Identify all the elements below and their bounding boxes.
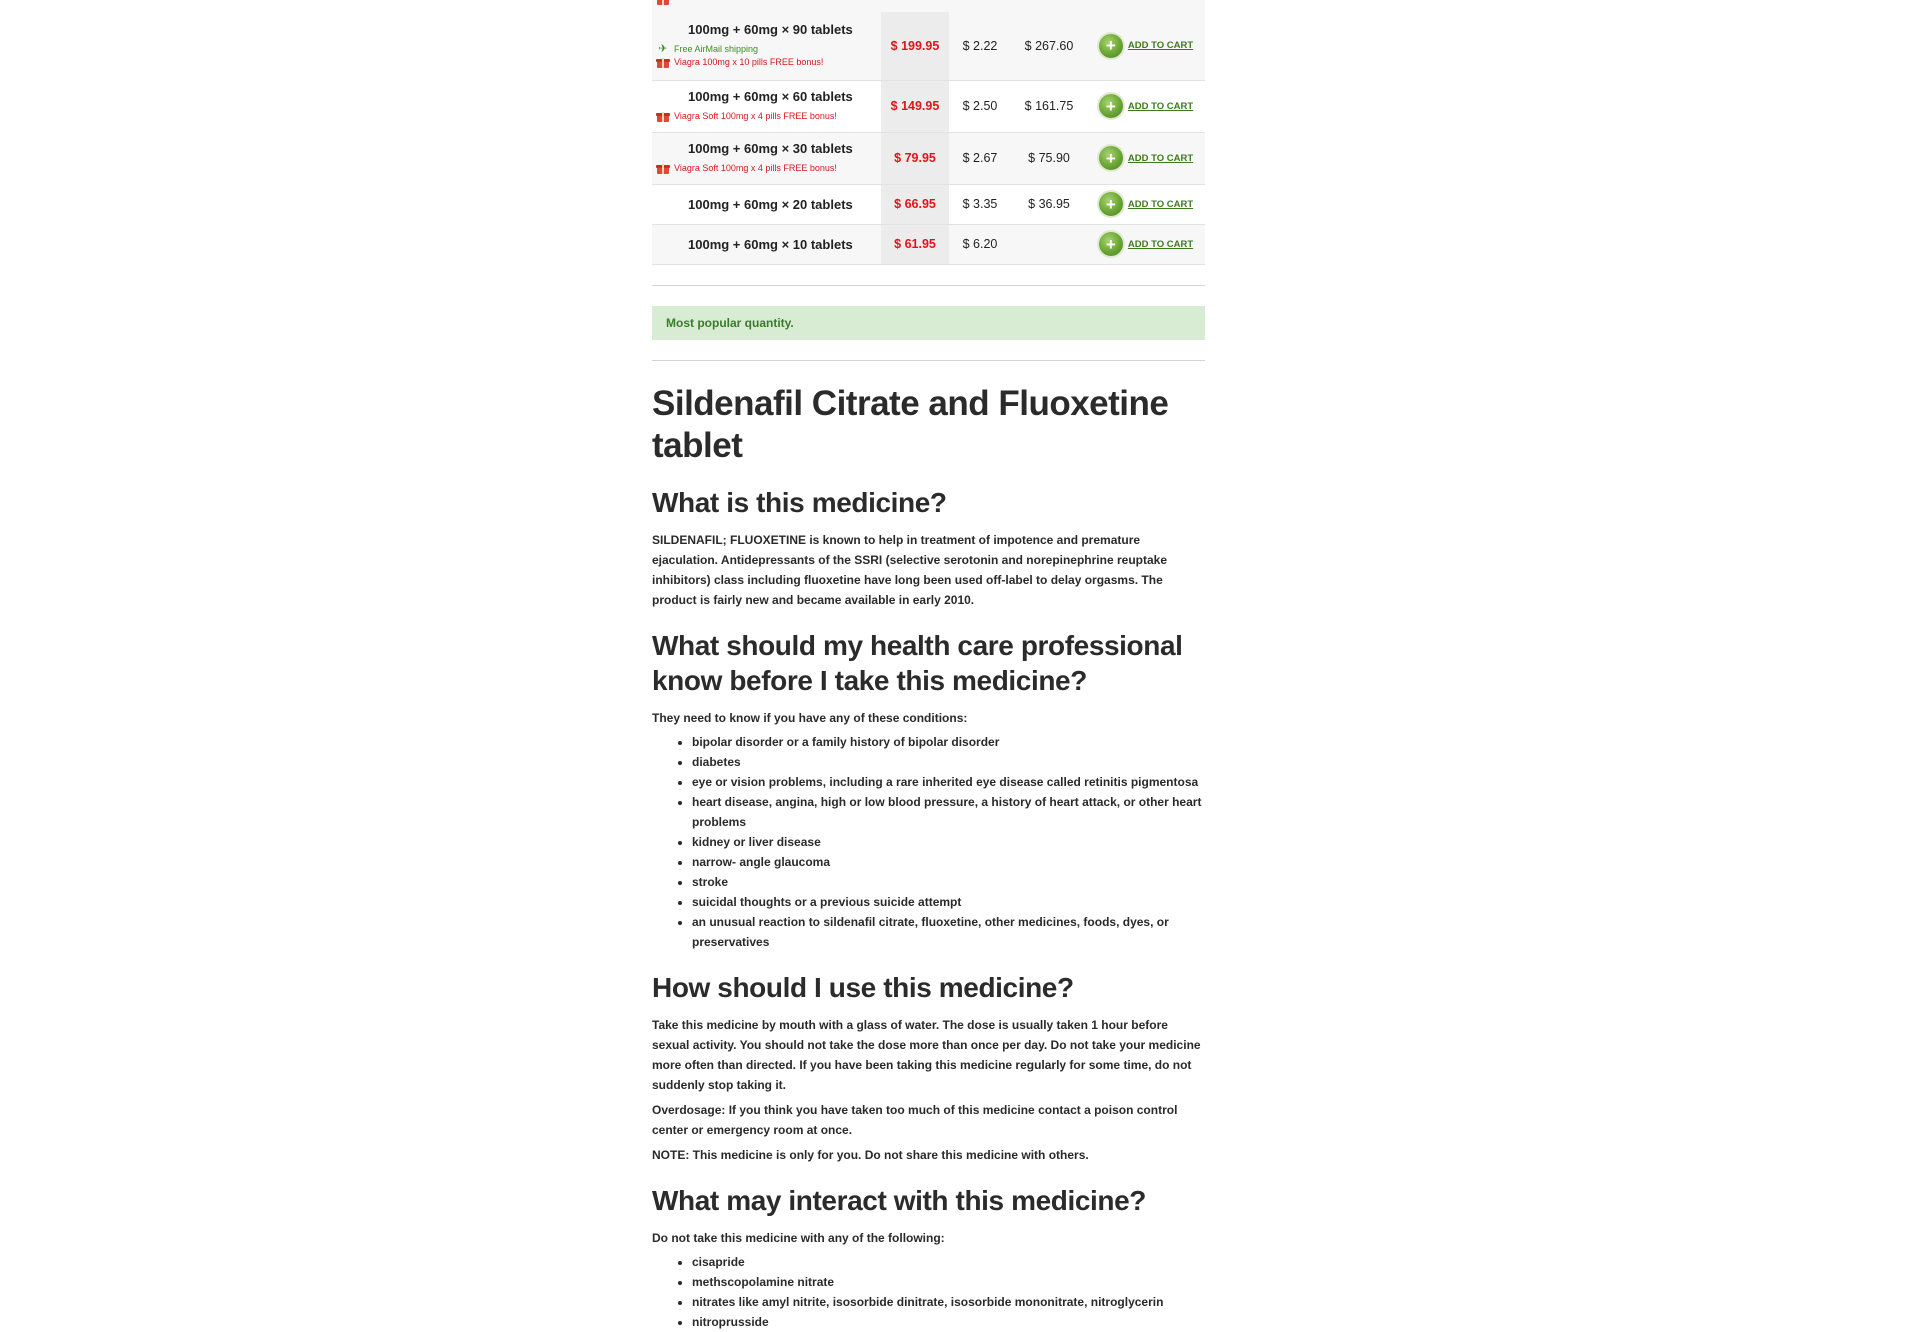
per-pill-cell: $ 6.20 bbox=[949, 224, 1011, 264]
gift-icon bbox=[656, 111, 670, 122]
price-cell: $ 66.95 bbox=[881, 184, 949, 224]
add-to-cart-label: ADD TO CART bbox=[1127, 152, 1194, 164]
per-pill-cell: $ 2.22 bbox=[949, 12, 1011, 80]
package-title: 100mg + 60mg × 90 tablets bbox=[688, 22, 853, 38]
package-cell bbox=[652, 224, 881, 264]
section-intro: They need to know if you have any of these conditions: bbox=[652, 710, 968, 725]
list-item: • cisapride bbox=[692, 1252, 1205, 1272]
list-item: • suicidal thoughts or a previous suicide attempt bbox=[692, 892, 1205, 912]
savings-cell: $ 36.95 bbox=[1011, 184, 1087, 224]
list-item: • heart disease, angina, high or low blood pressure, a history of heart attack, or other heart problems bbox=[692, 792, 1205, 832]
add-to-cart-button[interactable] bbox=[1099, 146, 1193, 170]
conditions-list bbox=[652, 732, 1205, 952]
table-row bbox=[652, 184, 1205, 224]
add-to-cart-button[interactable] bbox=[1099, 34, 1193, 58]
cart-cell bbox=[1087, 132, 1205, 184]
table-row bbox=[652, 224, 1205, 264]
popular-note: Most popular quantity. bbox=[652, 306, 1205, 340]
section-heading: What is this medicine? bbox=[652, 486, 947, 518]
list-item: • an unusual reaction to sildenafil citrate, fluoxetine, other medicines, foods, dyes, or preservatives bbox=[692, 912, 1205, 952]
cart-cell bbox=[1087, 80, 1205, 132]
add-to-cart-label: ADD TO CART bbox=[1127, 40, 1194, 52]
shipping-line bbox=[652, 43, 881, 56]
per-pill-cell: $ 2.50 bbox=[949, 80, 1011, 132]
article-title: Sildenafil Citrate and Fluoxetine tablet bbox=[652, 383, 1169, 465]
savings-cell: $ 267.60 bbox=[1011, 12, 1087, 80]
list-item: • eye or vision problems, including a rare inherited eye disease called retinitis pigmentosa bbox=[692, 772, 1205, 792]
airplane-icon: ✈ bbox=[658, 43, 668, 56]
savings-cell: $ 75.90 bbox=[1011, 132, 1087, 184]
package-cell bbox=[652, 80, 881, 132]
section-text: NOTE: This medicine is only for you. Do not share this medicine with others. bbox=[652, 1147, 1089, 1162]
divider bbox=[652, 285, 1205, 286]
package-cell bbox=[652, 184, 881, 224]
section-text: Take this medicine by mouth with a glass of water. The dose is usually taken 1 hour before sexual activity. You should not take the dose more than once per day. Do not take your medicine more often than directed. If you have been taking this medicine regularly for some time, do not suddenly stop taking it. bbox=[652, 1017, 1201, 1092]
bonus-text: Viagra Soft 100mg x 4 pills FREE bonus! bbox=[674, 111, 837, 121]
table-row bbox=[652, 12, 1205, 80]
plus-circle-icon: + bbox=[1099, 192, 1123, 216]
add-to-cart-button[interactable] bbox=[1099, 94, 1193, 118]
cart-cell bbox=[1087, 12, 1205, 80]
list-item: • narrow- angle glaucoma bbox=[692, 852, 1205, 872]
interactions-list bbox=[652, 1252, 1205, 1332]
add-to-cart-label: ADD TO CART bbox=[1127, 198, 1194, 210]
pricing-table bbox=[652, 12, 1205, 265]
section-text: Overdosage: If you think you have taken too much of this medicine contact a poison control center or emergency room at once. bbox=[652, 1102, 1178, 1137]
add-to-cart-button[interactable] bbox=[1099, 192, 1193, 216]
shipping-text: Free AirMail shipping bbox=[674, 44, 759, 55]
bonus-text: Viagra Soft 100mg x 4 pills FREE bonus! bbox=[674, 163, 837, 173]
package-title: 100mg + 60mg × 60 tablets bbox=[688, 89, 853, 104]
add-to-cart-label: ADD TO CART bbox=[1127, 100, 1194, 112]
page-content bbox=[652, 0, 1205, 1332]
package-title: 100mg + 60mg × 30 tablets bbox=[688, 141, 853, 156]
cart-cell bbox=[1087, 224, 1205, 264]
divider bbox=[652, 360, 1205, 361]
plus-circle-icon: + bbox=[1099, 146, 1123, 170]
gift-icon bbox=[656, 57, 670, 68]
add-to-cart-button[interactable] bbox=[1099, 232, 1193, 256]
cart-cell bbox=[1087, 184, 1205, 224]
price-cell: $ 61.95 bbox=[881, 224, 949, 264]
list-item: • methscopolamine nitrate bbox=[692, 1272, 1205, 1292]
price-cell: $ 79.95 bbox=[881, 132, 949, 184]
section-heading: What should my health care professional know before I take this medicine? bbox=[652, 629, 1183, 696]
section-heading: What may interact with this medicine? bbox=[652, 1184, 1146, 1216]
price-cell: $ 199.95 bbox=[881, 12, 949, 80]
per-pill-cell: $ 2.67 bbox=[949, 132, 1011, 184]
section-heading: How should I use this medicine? bbox=[652, 971, 1074, 1003]
package-title: 100mg + 60mg × 20 tablets bbox=[688, 196, 853, 212]
add-to-cart-label: ADD TO CART bbox=[1127, 238, 1194, 250]
previous-row-fragment bbox=[652, 0, 1205, 12]
list-item: • kidney or liver disease bbox=[692, 832, 1205, 852]
section-intro: Do not take this medicine with any of the following: bbox=[652, 1230, 945, 1245]
package-cell bbox=[652, 132, 881, 184]
list-item: • stroke bbox=[692, 872, 1205, 892]
table-row bbox=[652, 80, 1205, 132]
bonus-line bbox=[652, 162, 881, 175]
list-item: • nitroprusside bbox=[692, 1312, 1205, 1332]
bonus-line bbox=[652, 110, 881, 123]
price-cell: $ 149.95 bbox=[881, 80, 949, 132]
plus-circle-icon: + bbox=[1099, 34, 1123, 58]
gift-icon bbox=[656, 163, 670, 174]
list-item: • bipolar disorder or a family history of bipolar disorder bbox=[692, 732, 1205, 752]
list-item: • nitrates like amyl nitrite, isosorbide dinitrate, isosorbide mononitrate, nitroglycerin bbox=[692, 1292, 1205, 1312]
gift-icon bbox=[656, 0, 670, 5]
savings-cell: $ 161.75 bbox=[1011, 80, 1087, 132]
savings-cell bbox=[1011, 224, 1087, 264]
package-title: 100mg + 60mg × 10 tablets bbox=[688, 236, 853, 252]
list-item: • diabetes bbox=[692, 752, 1205, 772]
section-text: SILDENAFIL; FLUOXETINE is known to help in treatment of impotence and premature ejaculation. Antidepressants of the SSRI (selective serotonin and norepinephrine reuptake inhibitors) class including fluoxetine have long been used off-label to delay orgasms. The product is fairly new and became available in early 2010. bbox=[652, 532, 1168, 607]
package-cell bbox=[652, 12, 881, 80]
per-pill-cell: $ 3.35 bbox=[949, 184, 1011, 224]
table-row bbox=[652, 132, 1205, 184]
plus-circle-icon: + bbox=[1099, 94, 1123, 118]
plus-circle-icon: + bbox=[1099, 232, 1123, 256]
bonus-text: Viagra 100mg x 10 pills FREE bonus! bbox=[674, 57, 824, 68]
bonus-line bbox=[652, 56, 881, 69]
